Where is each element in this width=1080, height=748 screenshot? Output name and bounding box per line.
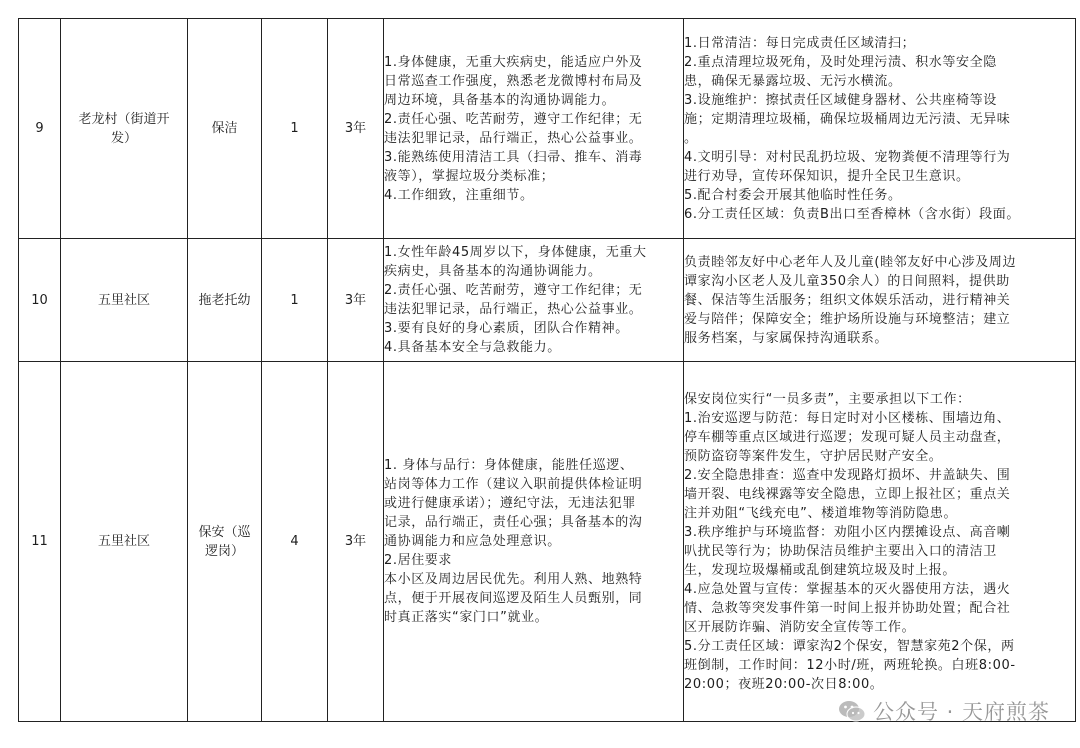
requirements-line: 或进行健康承诺）；遵纪守法，无违法犯罪 [384,496,636,511]
requirements-line: 4.工作细致，注重细节。 [384,187,534,203]
requirements-line: 2.责任心强、吃苦耐劳，遵守工作纪律；无 [384,111,643,127]
position-cell [188,362,262,722]
requirements-line: 站岗等体力工作（建议入职前提供体检证明 [384,477,643,492]
duties-line: 区开展防诈骗、消防安全宣传等工作。 [684,619,916,635]
requirements-line: 本小区及周边居民优先。利用人熟、地熟特 [384,572,643,587]
term-cell: 3年 [328,239,384,362]
requirements-line: 疾病史，具备基本的沟通协调能力。 [384,264,602,279]
location-line: 发） [110,130,137,146]
term-cell: 3年 [328,362,384,722]
duties-line: 注并劝阻“飞线充电”、楼道堆物等消防隐患。 [684,505,958,521]
requirements-line: 周边环境，具备基本的沟通协调能力。 [384,92,616,108]
watermark-text: 公众号 · 天府煎茶 [872,700,1050,724]
requirements-cell [384,239,684,362]
duties-line: 施；定期清理垃圾桶，确保垃圾桶周边无污渍、无异味 [684,111,1011,127]
location-line: 五里社区 [97,292,150,308]
headcount-cell: 4 [262,362,328,722]
table-body [19,19,1076,722]
position-cell [188,19,262,239]
row-number: 10 [19,239,61,362]
row-number: 11 [19,362,61,722]
headcount-cell: 1 [262,19,328,239]
duties-line: 进行劝导，宣传环保知识，提升全民卫生意识。 [684,168,970,184]
duties-cell [684,239,1076,362]
duties-line: 5.分工责任区域：谭家沟2个保安，智慧家苑2个保，两 [684,638,1015,654]
term-cell: 3年 [328,19,384,239]
duties-line: 1.日常清洁：每日完成责任区域清扫； [684,35,916,51]
duties-line: 3.设施维护：擦拭责任区域健身器材、公共座椅等设 [684,92,997,108]
location-cell [61,362,188,722]
headcount-cell: 1 [262,239,328,362]
duties-line: 20:00；夜班20:00-次日8:00。 [684,676,884,692]
position-line: 保洁 [211,121,238,136]
duties-line: 班倒制，工作时间：12小时/班，两班轮换。白班8:00- [684,657,1016,673]
requirements-cell [384,362,684,722]
requirements-line: 违法犯罪记录，品行端正，热心公益事业。 [384,130,643,146]
requirements-line: 1. 身体与品行：身体健康，能胜任巡逻、 [384,458,634,473]
duties-line: 情、急救等突发事件第一时间上报并协助处置；配合社 [684,600,1011,616]
requirements-line: 2.居住要求 [384,553,453,568]
requirements-line: 3.要有良好的身心素质，团队合作精神。 [384,321,629,336]
position-cell [188,239,262,362]
duties-line: 爱与陪伴；保障安全；维护场所设施与环境整洁；建立 [684,311,1011,327]
requirements-line: 3.能熟练使用清洁工具（扫帚、推车、消毒 [384,149,643,165]
requirements-line: 4.具备基本安全与急救能力。 [384,340,561,355]
duties-line: 谭家沟小区老人及儿童350余人）的日间照料，提供助 [684,273,1010,289]
duties-line: 预防盗窃等案件发生，守护居民财产安全。 [684,448,943,464]
duties-line: 。 [684,130,698,146]
location-cell [61,239,188,362]
duties-line: 停车棚等重点区域进行巡逻；发现可疑人员主动盘查， [684,429,1011,445]
duties-line: 1.治安巡逻与防范：每日定时对小区楼栋、围墙边角、 [684,410,1011,426]
requirements-line: 记录，品行端正，责任心强；具备基本的沟 [384,515,643,530]
location-cell [61,19,188,239]
duties-line: 4.应急处置与宣传：掌握基本的灭火器使用方法，遇火 [684,581,1011,597]
duties-line: 负责睦邻友好中心老年人及儿童(睦邻友好中心涉及周边 [684,254,1017,270]
duties-line: 生，发现垃圾爆桶或乱倒建筑垃圾及时上报。 [684,562,957,578]
duties-line: 2.重点清理垃圾死角，及时处理污渍、积水等安全隐 [684,54,997,70]
requirements-line: 1.女性年龄45周岁以下，身体健康，无重大 [384,245,647,260]
duties-line: 墙开裂、电线裸露等安全隐患，立即上报社区；重点关 [684,486,1011,502]
requirements-line: 1.身体健康，无重大疾病史，能适应户外及 [384,54,643,70]
requirements-line: 液等），掌握垃圾分类标准； [384,168,555,184]
position-line: 逻岗） [204,543,244,559]
duties-line: 服务档案，与家属保持沟通联系。 [684,330,889,346]
row-number: 9 [19,19,61,239]
watermark [837,696,1050,726]
requirements-line: 通协调能力和应急处理意识。 [384,534,561,549]
duties-line: 餐、保洁等生活服务；组织文体娱乐活动，进行精神关 [684,292,1011,308]
table-row [19,362,1076,722]
duties-cell [684,19,1076,239]
requirements-line: 时真正落实“家门口”就业。 [384,610,549,625]
duties-line: 2.安全隐患排查：巡查中发现路灯损坏、井盖缺失、围 [684,467,1011,483]
position-line: 拖老托幼 [198,292,251,308]
location-line: 老龙村（街道开 [78,111,170,127]
duties-line: 3.秩序维护与环境监督：劝阻小区内摆摊设点、高音喇 [684,524,1011,540]
requirements-line: 2.责任心强、吃苦耐劳，遵守工作纪律；无 [384,283,643,298]
table-row [19,239,1076,362]
requirements-line: 点，便于开展夜间巡逻及陌生人员甄别，同 [384,591,643,606]
position-line: 保安（巡 [198,524,251,540]
duties-line: 叭扰民等行为；协助保洁员维护主要出入口的清洁卫 [684,543,997,559]
duties-cell [684,362,1076,722]
requirements-line: 违法犯罪记录，品行端正，热心公益事业。 [384,302,643,317]
duties-line: 保安岗位实行“一员多责”，主要承担以下工作： [684,391,971,407]
duties-line: 6.分工责任区域：负责B出口至香樟林（含水街）段面。 [684,206,1020,222]
wechat-icon [837,696,867,726]
job-table [18,18,1076,722]
duties-line: 患，确保无暴露垃圾、无污水横流。 [684,73,902,89]
duties-line: 5.配合村委会开展其他临时性任务。 [684,187,902,203]
requirements-line: 日常巡查工作强度，熟悉老龙微博村布局及 [384,73,643,89]
location-line: 五里社区 [97,534,150,549]
duties-line: 4.文明引导：对村民乱扔垃圾、宠物粪便不清理等行为 [684,149,1011,165]
table-row [19,19,1076,239]
requirements-cell [384,19,684,239]
